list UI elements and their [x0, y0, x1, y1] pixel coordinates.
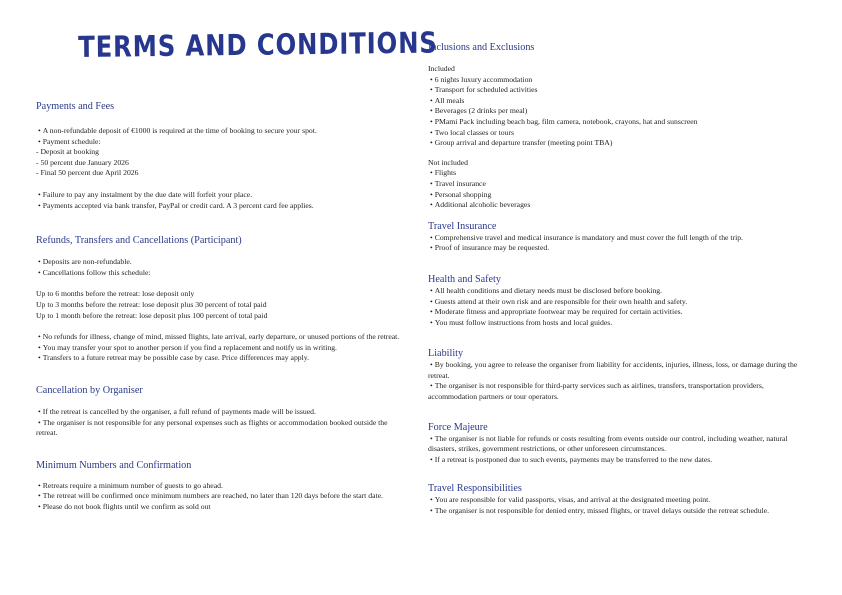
- list-item: • Travel insurance: [428, 179, 806, 190]
- inclusions-heading: Inclusions and Exclusions: [428, 42, 535, 53]
- list-item: • Two local classes or tours: [428, 128, 806, 139]
- travel-responsibilities-section: [428, 482, 806, 516]
- list-item: • The organiser is not responsible for any personal expenses such as flights or accommodation booked outside the retreat.: [36, 418, 408, 439]
- refunds-section: [36, 234, 408, 364]
- list-item: Up to 6 months before the retreat: lose deposit only: [36, 289, 195, 299]
- payments-section: [36, 100, 408, 211]
- list-item: • PMami Pack including beach bag, film camera, notebook, crayons, hat and sunscreen: [428, 117, 806, 128]
- included-label: Included: [428, 64, 455, 73]
- list-item: • Retreats require a minimum number of guests to go ahead.: [36, 481, 408, 492]
- not-included-label: Not included: [428, 157, 468, 167]
- travel-insurance-heading: Travel Insurance: [428, 220, 497, 232]
- health-safety-heading: Health and Safety: [428, 273, 501, 285]
- list-item: - Deposit at booking: [36, 147, 99, 157]
- list-item: • You are responsible for valid passports, visas, and arrival at the designated meeting point.: [428, 495, 806, 506]
- organiser-cancellation-heading: Cancellation by Organiser: [36, 384, 143, 396]
- left-column: [36, 100, 408, 512]
- page-title: TERMS AND CONDITIONS: [78, 25, 438, 64]
- list-item: - Final 50 percent due April 2026: [36, 168, 139, 178]
- force-majeure-heading: Force Majeure: [428, 421, 488, 433]
- list-item: • Guests attend at their own risk and are responsible for their own health and safety.: [428, 297, 806, 308]
- payments-heading: Payments and Fees: [36, 101, 115, 112]
- liability-section: [428, 347, 806, 402]
- minimum-numbers-heading: Minimum Numbers and Confirmation: [36, 459, 192, 471]
- list-item: • If the retreat is cancelled by the organiser, a full refund of payments made will be issued.: [36, 407, 408, 418]
- list-item: • The organiser is not responsible for denied entry, missed flights, or travel delays outside the retreat schedule.: [428, 506, 806, 517]
- list-item: • A non-refundable deposit of €1000 is required at the time of booking to secure your spot.: [36, 126, 408, 137]
- minimum-numbers-section: [36, 459, 408, 513]
- list-item: • Deposits are non-refundable.: [36, 257, 408, 268]
- list-item: • You must follow instructions from hosts and local guides.: [428, 318, 806, 329]
- list-item: • If a retreat is postponed due to such events, payments may be transferred to the new dates.: [428, 455, 806, 466]
- list-item: • Additional alcoholic beverages: [428, 200, 806, 211]
- list-item: • Comprehensive travel and medical insurance is mandatory and must cover the full length of the trip.: [428, 233, 806, 244]
- organiser-cancellation-section: [36, 384, 408, 439]
- refunds-heading: Refunds, Transfers and Cancellations (Participant): [36, 235, 242, 247]
- list-item: • All meals: [428, 96, 806, 107]
- liability-heading: Liability: [428, 348, 464, 360]
- force-majeure-section: [428, 421, 806, 466]
- list-item: • You may transfer your spot to another person if you find a replacement and notify us in writing.: [36, 343, 408, 354]
- travel-insurance-section: [428, 220, 806, 254]
- list-item: • Failure to pay any instalment by the due date will forfeit your place.: [36, 190, 408, 201]
- list-item: • No refunds for illness, change of mind, missed flights, late arrival, early departure, or unused portions of the retreat.: [36, 332, 408, 343]
- travel-responsibilities-heading: Travel Responsibilities: [428, 483, 522, 495]
- list-item: • The retreat will be confirmed once minimum numbers are reached, no later than 120 days before the start date.: [36, 491, 408, 502]
- list-item: • Cancellations follow this schedule:: [36, 268, 408, 279]
- list-item: • All health conditions and dietary needs must be disclosed before booking.: [428, 286, 806, 297]
- list-item: • Moderate fitness and appropriate footwear may be required for certain activities.: [428, 307, 806, 318]
- list-item: • Please do not book flights until we confirm as sold out: [36, 502, 408, 513]
- list-item: • 6 nights luxury accommodation: [428, 75, 806, 86]
- health-safety-section: [428, 273, 806, 328]
- list-item: • Beverages (2 drinks per meal): [428, 106, 806, 117]
- list-item: • Proof of insurance may be requested.: [428, 243, 806, 254]
- list-item: • Transport for scheduled activities: [428, 85, 806, 96]
- inclusions-section: [428, 41, 806, 211]
- list-item: • Flights: [428, 168, 806, 179]
- right-column: [428, 41, 806, 517]
- list-item: - 50 percent due January 2026: [36, 157, 129, 167]
- list-item: • Payments accepted via bank transfer, PayPal or credit card. A 3 percent card fee applies.: [36, 201, 408, 212]
- list-item: • The organiser is not liable for refunds or costs resulting from events outside our control, including weather, natural disasters, strikes, government restrictions, or other unforeseen circumstances.: [428, 434, 806, 455]
- list-item: • Group arrival and departure transfer (meeting point TBA): [428, 138, 806, 149]
- list-item: • By booking, you agree to release the organiser from liability for accidents, injuries, illness, loss, or damage during the retreat.: [428, 360, 806, 381]
- list-item: • Payment schedule:: [36, 137, 408, 148]
- list-item: • Transfers to a future retreat may be possible case by case. Price differences may apply.: [36, 353, 408, 364]
- list-item: Up to 1 month before the retreat: lose deposit plus 100 percent of total paid: [36, 310, 268, 320]
- list-item: • Personal shopping: [428, 190, 806, 201]
- list-item: • The organiser is not responsible for third-party services such as airlines, transfers, transportation providers, accommodation partners or tour operators.: [428, 381, 806, 402]
- list-item: Up to 3 months before the retreat: lose deposit plus 30 percent of total paid: [36, 299, 267, 309]
